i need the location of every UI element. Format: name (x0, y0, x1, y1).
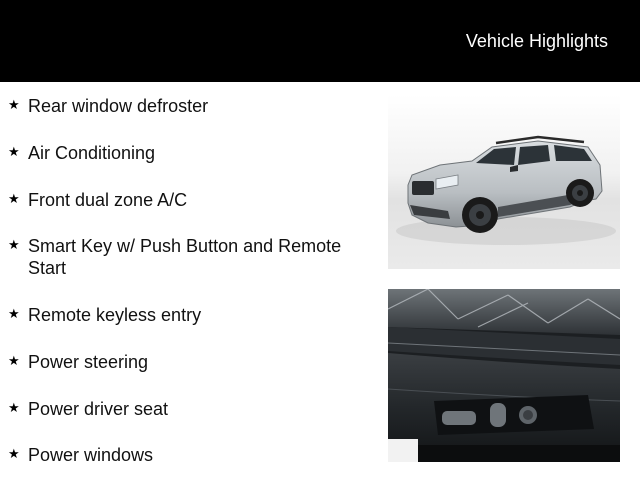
feature-label: Remote keyless entry (28, 305, 202, 325)
feature-label: Air Conditioning (28, 143, 156, 163)
feature-item (8, 351, 372, 373)
star-bullet-icon: ★ (8, 237, 20, 252)
star-bullet-icon: ★ (8, 306, 20, 321)
feature-item (8, 304, 372, 326)
star-bullet-icon: ★ (8, 191, 20, 206)
star-bullet-icon: ★ (8, 446, 20, 461)
star-bullet-icon: ★ (8, 144, 20, 159)
feature-label: Front dual zone A/C (28, 190, 188, 210)
feature-label: Rear window defroster (28, 96, 209, 116)
feature-item (8, 142, 372, 164)
feature-list (8, 0, 380, 480)
feature-item (8, 398, 372, 420)
seat-controls-image (388, 289, 620, 462)
star-bullet-icon: ★ (8, 353, 20, 368)
suv-exterior-photo (388, 95, 620, 269)
feature-item (8, 95, 372, 117)
feature-label: Power driver seat (28, 399, 169, 419)
feature-item (8, 235, 372, 279)
feature-item (8, 444, 372, 466)
feature-label: Power windows (28, 445, 154, 465)
star-bullet-icon: ★ (8, 400, 20, 415)
feature-label: Smart Key w/ Push Button and Remote Start (28, 236, 342, 278)
feature-label: Power steering (28, 352, 149, 372)
seat-controls-photo (388, 289, 620, 462)
suv-exterior-image (388, 95, 620, 269)
page-title: Vehicle Highlights (465, 31, 608, 51)
feature-item (8, 189, 372, 211)
star-bullet-icon: ★ (8, 97, 20, 112)
